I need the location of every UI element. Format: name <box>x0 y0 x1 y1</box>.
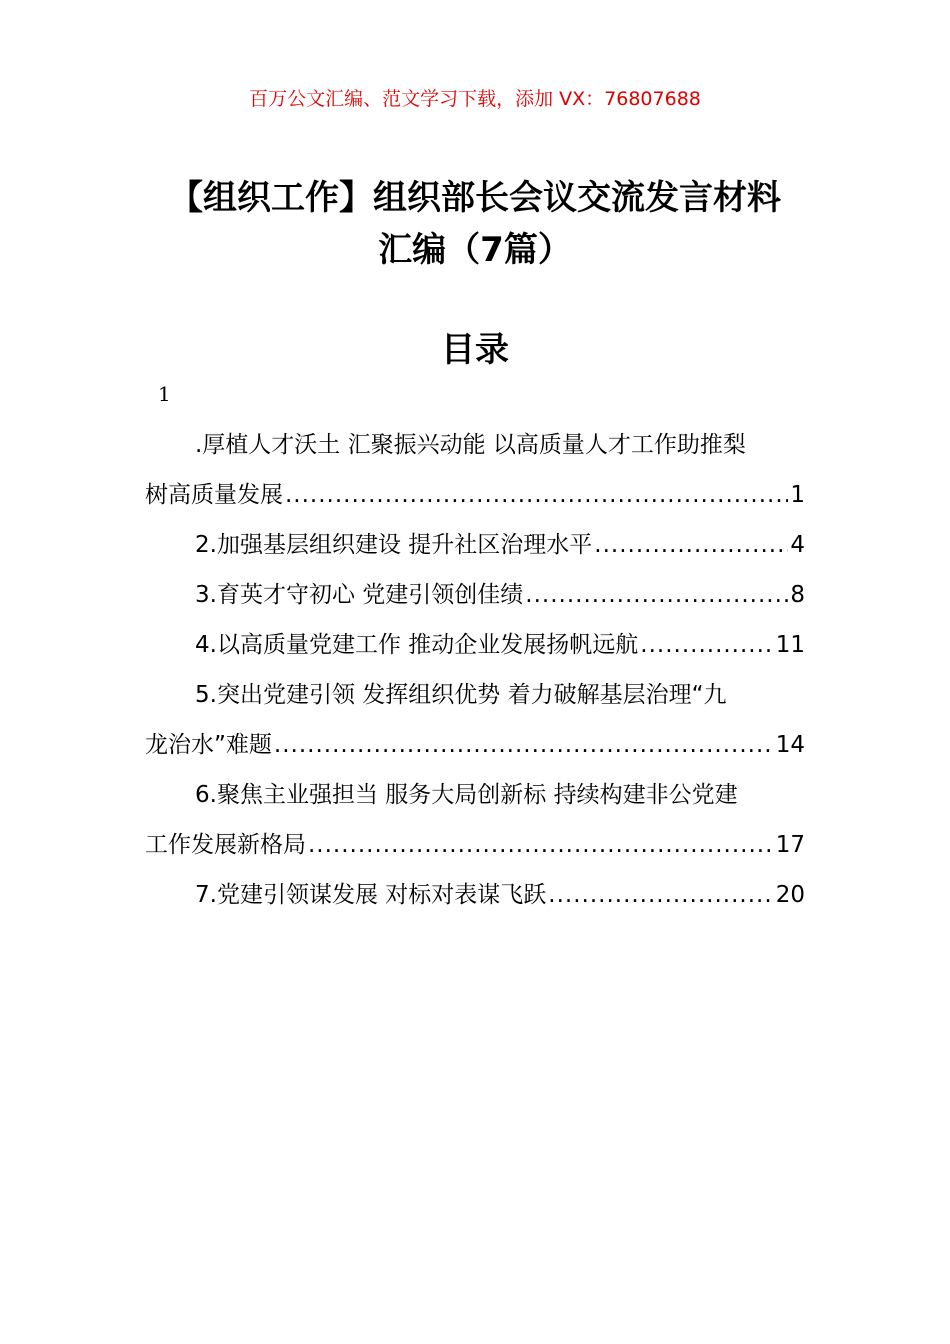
toc-item-text-continued: 工作发展新格局 <box>145 832 306 858</box>
toc-page-number: 1 <box>790 482 805 508</box>
toc-item-text: 5.突出党建引领 发挥组织优势 着力破解基层治理“九 <box>195 682 727 708</box>
stray-number: 1 <box>158 382 171 406</box>
toc-leader-dots <box>308 820 774 870</box>
toc-page-number: 4 <box>790 532 805 558</box>
toc-item-2[interactable] <box>145 520 805 570</box>
toc-page-number: 11 <box>775 632 805 658</box>
toc-item-3[interactable] <box>145 570 805 620</box>
table-of-contents <box>145 420 805 920</box>
toc-leader-dots <box>274 720 774 770</box>
toc-item-text-continued: 树高质量发展 <box>145 482 283 508</box>
toc-leader-dots <box>525 570 788 620</box>
toc-item-1[interactable] <box>145 420 805 520</box>
toc-item-text-continued: 龙治水”难题 <box>145 732 272 758</box>
document-title <box>145 172 805 276</box>
toc-page-number: 20 <box>775 882 805 908</box>
toc-heading: 目录 <box>441 330 509 370</box>
toc-item-text: 3.育英才守初心 党建引领创佳绩 <box>195 582 524 608</box>
toc-page-number: 17 <box>775 832 805 858</box>
toc-item-6[interactable] <box>145 770 805 870</box>
toc-item-text: 2.加强基层组织建设 提升社区治理水平 <box>195 532 593 558</box>
toc-item-text: 6.聚焦主业强担当 服务大局创新标 持续构建非公党建 <box>195 782 738 808</box>
toc-leader-dots <box>594 520 788 570</box>
toc-leader-dots <box>548 870 773 920</box>
header-note: 百万公文汇编、范文学习下载，添加 VX：76807688 <box>249 88 701 110</box>
toc-item-7[interactable] <box>145 870 805 920</box>
toc-item-text: .厚植人才沃土 汇聚振兴动能 以高质量人才工作助推梨 <box>195 432 746 458</box>
title-line-2: 汇编（7篇） <box>378 230 572 270</box>
toc-item-text: 7.党建引领谋发展 对标对表谋飞跃 <box>195 882 547 908</box>
toc-item-text: 4.以高质量党建工作 推动企业发展扬帆远航 <box>195 632 639 658</box>
toc-leader-dots <box>285 470 788 520</box>
toc-leader-dots <box>640 620 773 670</box>
toc-item-5[interactable] <box>145 670 805 770</box>
toc-page-number: 8 <box>790 582 805 608</box>
toc-page-number: 14 <box>775 732 805 758</box>
toc-item-4[interactable] <box>145 620 805 670</box>
title-line-1: 【组织工作】组织部长会议交流发言材料 <box>169 178 781 218</box>
